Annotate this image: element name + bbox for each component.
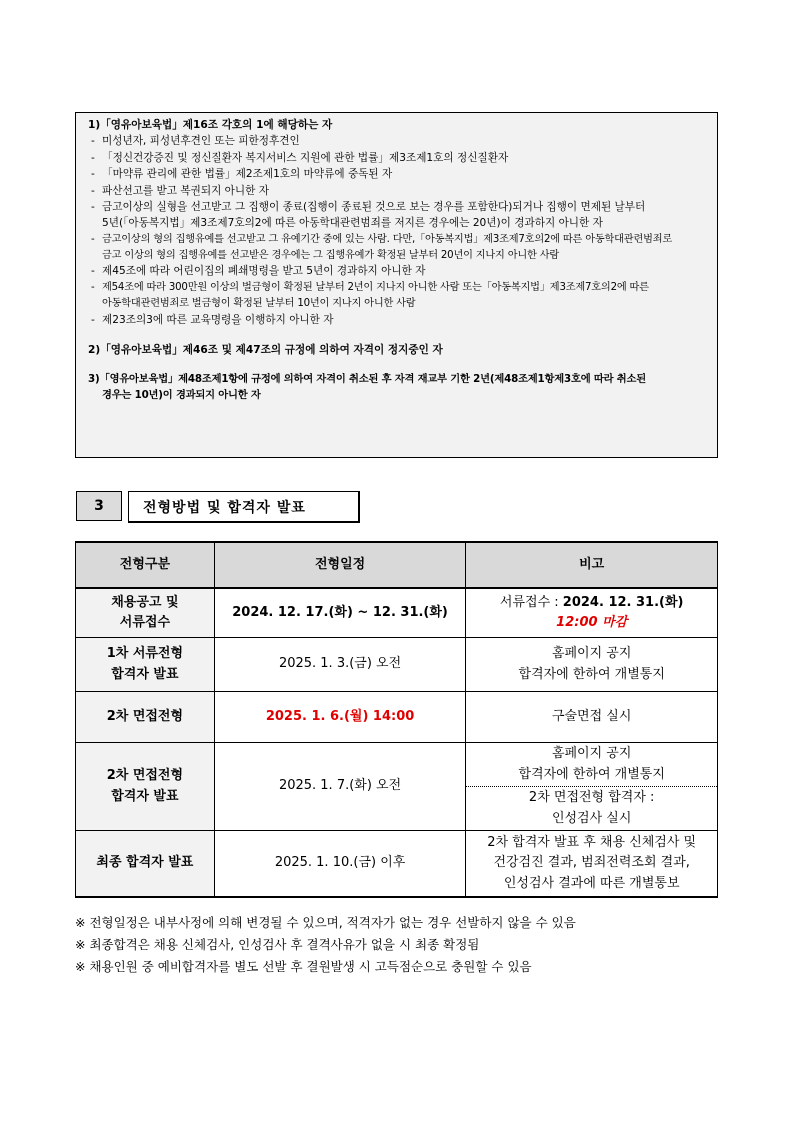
deadline-text: 12:00 마감 bbox=[556, 615, 628, 630]
stage-cell: 최종 합격자 발표 bbox=[76, 831, 215, 898]
note-cell: 서류접수 : 2024. 12. 31.(화) 12:00 마감 bbox=[466, 588, 718, 638]
header-stage: 전형구분 bbox=[76, 542, 215, 588]
date-cell: 2025. 1. 7.(화) 오전 bbox=[214, 743, 466, 831]
disqualification-box bbox=[75, 112, 718, 458]
table-row bbox=[76, 692, 718, 743]
table-row bbox=[76, 831, 718, 898]
date-cell: 2025. 1. 3.(금) 오전 bbox=[214, 638, 466, 692]
note-cell: 홈페이지 공지 합격자에 한하여 개별통지 bbox=[466, 743, 718, 787]
note-cell: 2차 면접전형 합격자 : 인성검사 실시 bbox=[466, 787, 718, 831]
disq-subitem: - 「마약류 관리에 관한 법률」제2조제1호의 마약류에 중독된 자 bbox=[88, 166, 707, 182]
date-cell: 2025. 1. 6.(월) 14:00 bbox=[214, 692, 466, 743]
disq-subitem: - 제23조의3에 따른 교육명령을 이행하지 아니한 자 bbox=[88, 312, 707, 328]
disq-item3: 3)「영유아보육법」제48조제1항에 규정에 의하여 자격이 취소된 후 자격 재교부 기한 2년(제48조제1항제3호에 따라 취소된 경우는 10년)이 경과되지 아니한 자 bbox=[88, 373, 646, 402]
disq-item1-list bbox=[88, 133, 707, 328]
footnote: ※ 최종합격은 채용 신체검사, 인성검사 후 결격사유가 없을 시 최종 확정됨 bbox=[75, 936, 480, 952]
header-note: 비고 bbox=[466, 542, 718, 588]
table-row bbox=[76, 588, 718, 638]
footnote: ※ 전형일정은 내부사정에 의해 변경될 수 있으며, 적격자가 없는 경우 선발하지 않을 수 있음 bbox=[75, 915, 576, 930]
date-cell: 2024. 12. 17.(화) ~ 12. 31.(화) bbox=[214, 588, 466, 638]
note-cell: 2차 합격자 발표 후 채용 신체검사 및 건강검진 결과, 범죄전력조회 결과, 인성검사 결과에 따른 개별통보 bbox=[466, 831, 718, 898]
header-schedule: 전형일정 bbox=[214, 542, 466, 588]
disq-item1-heading: 1)「영유아보육법」제16조 각호의 1에 해당하는 자 bbox=[88, 119, 333, 131]
disq-subitem: - 금고이상의 실형을 선고받고 그 집행이 종료(집행이 종료된 것으로 보는 경우를 포함한다)되거나 집행이 면제된 날부터 5년(「아동복지법」제3조제7호의2에 따른 아동학대관련범죄를 저지른 경우에는 20년)이 경과하지 아니한 자 bbox=[88, 199, 707, 232]
table-row bbox=[76, 743, 718, 787]
table-row bbox=[76, 638, 718, 692]
disq-item2: 2)「영유아보육법」제46조 및 제47조의 규정에 의하여 자격이 정지중인 자 bbox=[88, 343, 443, 356]
disq-subitem: - 제54조에 따라 300만원 이상의 벌금형이 확정된 날부터 2년이 지나지 아니한 사람 또는「아동복지법」제3조제7호의2에 따른 아동학대관련범죄로 벌금형이 확정된 날부터 10년이 지나지 아니한 사람 bbox=[88, 280, 707, 312]
footnote: ※ 채용인원 중 예비합격자를 별도 선발 후 결원발생 시 고득점순으로 충원할 수 있음 bbox=[75, 958, 532, 974]
section-title: 전형방법 및 합격자 발표 bbox=[128, 491, 360, 523]
disq-subitem: - 미성년자, 피성년후견인 또는 피한정후견인 bbox=[88, 133, 707, 149]
note-cell: 구술면접 실시 bbox=[466, 692, 718, 743]
disq-subitem: - 파산선고를 받고 복권되지 아니한 자 bbox=[88, 183, 707, 199]
schedule-table bbox=[75, 541, 718, 898]
stage-cell: 2차 면접전형 bbox=[76, 692, 215, 743]
section-number: 3 bbox=[76, 491, 122, 521]
stage-cell: 1차 서류전형 합격자 발표 bbox=[76, 638, 215, 692]
disq-subitem: - 「정신건강증진 및 정신질환자 복지서비스 지원에 관한 법률」제3조제1호의 정신질환자 bbox=[88, 150, 707, 166]
footnotes bbox=[75, 912, 735, 978]
disq-subitem: - 제45조에 따라 어린이집의 폐쇄명령을 받고 5년이 경과하지 아니한 자 bbox=[88, 263, 707, 279]
table-header-row bbox=[76, 542, 718, 588]
stage-cell: 채용공고 및 서류접수 bbox=[76, 588, 215, 638]
disq-subitem: - 금고이상의 형의 집행유예를 선고받고 그 유예기간 중에 있는 사람. 다만,「아동복지법」제3조제7호의2에 따른 아동학대관련범죄로 금고 이상의 형의 집행유예를 선고받은 경우에는 그 집행유예가 확정된 날부터 20년이 지나지 아니한 사람 bbox=[88, 232, 707, 264]
note-cell: 홈페이지 공지 합격자에 한하여 개별통지 bbox=[466, 638, 718, 692]
stage-cell: 2차 면접전형 합격자 발표 bbox=[76, 743, 215, 831]
date-cell: 2025. 1. 10.(금) 이후 bbox=[214, 831, 466, 898]
